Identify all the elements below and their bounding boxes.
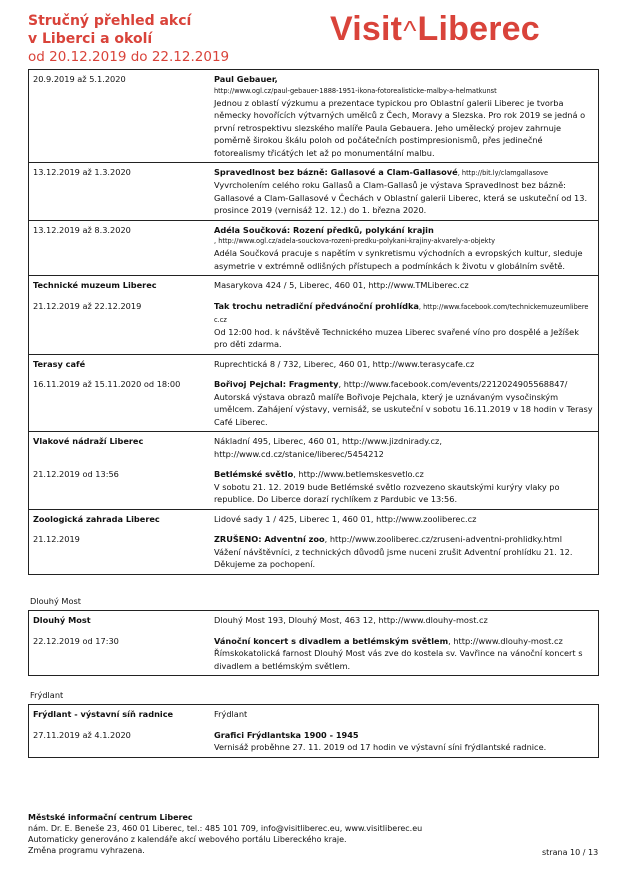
event-date: 16.11.2019 až 15.11.2020 od 18:00 <box>33 379 181 389</box>
venue-row <box>29 611 598 675</box>
events-table-liberec <box>28 69 599 575</box>
venue-row <box>29 275 598 354</box>
venue-name: Dlouhý Most <box>33 615 91 625</box>
event-link[interactable]: http://www.ogl.cz/paul-gebauer-1888-1951-ikona-fotorealisticke-malby-a-helmatkunst <box>214 86 497 95</box>
footer-org: Městské informační centrum Liberec <box>28 813 193 822</box>
footer-note: Automaticky generováno z kalendáře akcí webového portálu Libereckého kraje. <box>28 835 347 844</box>
event-description: Vernisáž proběhne 27. 11. 2019 od 17 hodin ve výstavní síni frýdlantské radnice. <box>214 742 547 752</box>
event-date: 20.9.2019 až 5.1.2020 <box>33 74 126 84</box>
event-description: Vážení návštěvníci, z technických důvodů jsme nuceni zrušit Adventní prohlídku 21. 12. Děkujeme za pochopení. <box>214 546 573 569</box>
venue-name: Terasy café <box>33 358 86 369</box>
section-label: Frýdlant <box>30 690 64 700</box>
venue-row <box>29 509 598 574</box>
event-description: Adéla Součková pracuje s napětím v synkretismu východních a evropských kultur, sleduje asymetrie v extrémně odlišných přístupech a podmínkách k životu v globálním světě. <box>214 248 583 271</box>
page-number: strana 10 / 13 <box>542 848 599 857</box>
footer-address: nám. Dr. E. Beneše 23, 460 01 Liberec, tel.: 485 101 709, info@visitliberec.eu, www.visitliberec.eu <box>28 824 423 833</box>
footer <box>28 812 422 856</box>
event-description: Od 12:00 hod. k návštěvě Technického muzea Liberec svařené víno pro dospělé a Ježíšek pro děti zdarma. <box>214 326 579 349</box>
event-date: 27.11.2019 až 4.1.2020 <box>33 729 131 740</box>
venue-name: Vlakové nádraží Liberec <box>33 436 144 446</box>
events-table-frydlant <box>28 704 599 758</box>
venue-address: Frýdlant <box>214 709 248 719</box>
title-line-1: Stručný přehled akcí <box>28 13 192 29</box>
event-title: Spravedlnost bez bázně: Gallasové a Clam-Gallasové <box>214 167 458 177</box>
venue-address: Lidové sady 1 / 425, Liberec 1, 460 01, http://www.zooliberec.cz <box>214 513 477 524</box>
event-title: Tak trochu netradiční předvánoční prohlídka <box>214 300 419 311</box>
event-link[interactable]: , http://www.facebook.com/events/2212024905568847/ <box>338 379 568 389</box>
table-row <box>29 70 598 162</box>
table-row <box>29 220 598 276</box>
venue-row <box>29 705 598 757</box>
event-link[interactable]: , http://bit.ly/clamgallasove <box>457 169 549 177</box>
event-date: 21.12.2019 <box>33 534 80 544</box>
venue-name: Zoologická zahrada Liberec <box>33 513 160 524</box>
event-date: 21.12.2019 od 13:56 <box>33 468 119 479</box>
event-date: 22.12.2019 od 17:30 <box>33 635 119 646</box>
event-description: Autorská výstava obrazů malíře Bořivoje Pejchala, který je uznávaným vysočinským umělcem. Zahájení výstavy, vernisáž, se uskuteční v sobotu 16.11.2019 v 18 hodin v Terasy Café Liberec. <box>214 391 593 427</box>
event-title: Grafici Frýdlantska 1900 - 1945 <box>214 729 359 740</box>
venue-address: Masarykova 424 / 5, Liberec, 460 01, http://www.TMLiberec.cz <box>214 280 469 290</box>
footer-note: Změna programu vyhrazena. <box>28 846 145 855</box>
page-title <box>28 12 229 66</box>
event-description: Vyvrcholením celého roku Gallasů a Clam-Gallasů je výstava Spravedlnost bez bázně: Gallasové a Clam-Gallasové v Čechách v Oblastní galerii Liberec, která se uskuteční od 13. prosince 2019 (vernisáž 12. 12.) do 1. března 2020. <box>214 180 588 215</box>
event-detail <box>210 163 598 220</box>
venue-address: Ruprechtická 8 / 732, Liberec, 460 01, http://www.terasycafe.cz <box>214 358 475 369</box>
table-row <box>29 162 598 220</box>
visit-liberec-logo: Visit^Liberec <box>330 10 540 48</box>
event-date: 13.12.2019 až 1.3.2020 <box>33 167 131 177</box>
event-description: Římskokatolická farnost Dlouhý Most vás zve do kostela sv. Vavřince na vánoční koncert s divadlem a betlémským světlem. <box>214 648 583 671</box>
date-range: od 20.12.2019 do 22.12.2019 <box>28 49 230 65</box>
event-title: Bořivoj Pejchal: Fragmenty <box>214 379 339 389</box>
events-table-dlouhy-most <box>28 610 599 676</box>
event-link[interactable]: , http://www.ogl.cz/adela-souckova-rozeni-predku-polykani-krajiny-akvarely-a-objekty <box>214 237 495 245</box>
event-description: V sobotu 21. 12. 2019 bude Betlémské světlo rozvezeno skautskými kurýry vlaky po republice. Do Liberce dorazí rychlíkem z Pardubic ve 13:56. <box>214 481 560 504</box>
event-title: Paul Gebauer, <box>214 74 278 84</box>
venue-row <box>29 354 598 432</box>
title-line-2: v Liberci a okolí <box>28 31 153 47</box>
event-title: ZRUŠENO: Adventní zoo <box>214 534 325 544</box>
section-label: Dlouhý Most <box>30 596 81 606</box>
event-title: Vánoční koncert s divadlem a betlémským světlem <box>214 635 449 646</box>
event-title: Adéla Součková: Rození předků, polykání krajin <box>214 224 434 235</box>
event-date: 21.12.2019 až 22.12.2019 <box>33 300 142 311</box>
venue-address: Nákladní 495, Liberec, 460 01, http://www.jizdnirady.cz, http://www.cd.cz/stanice/liberec/5454212 <box>214 436 442 459</box>
event-link[interactable]: , http://www.zooliberec.cz/zruseni-adventni-prohlidky.html <box>324 534 563 544</box>
event-link[interactable]: , http://www.dlouhy-most.cz <box>448 635 563 646</box>
venue-name: Technické muzeum Liberec <box>33 280 157 290</box>
event-title: Betlémské světlo <box>214 469 294 479</box>
event-description: Jednou z oblastí výzkumu a prezentace typickou pro Oblastní galerii Liberec je tvorba německy hovořících výtvarných umělců z Čech, Moravy a Slezska. Pro rok 2019 se jedná o první retrospektivu slezského malíře Paula Gebauera. Jeho umělecký projev zahrnuje poměrně širokou škálu poloh od počátečních postimpresionismů, přes jedinečné fotorealismy třicátých let až po monumentální malbu. <box>214 97 586 158</box>
venue-name: Frýdlant - výstavní síň radnice <box>33 709 174 719</box>
event-link[interactable]: , http://www.facebook.com/technickemuzeumliberec.cz <box>214 302 589 324</box>
event-detail <box>210 70 598 162</box>
venue-row <box>29 431 598 509</box>
venue-address: Dlouhý Most 193, Dlouhý Most, 463 12, http://www.dlouhy-most.cz <box>214 615 488 625</box>
event-link[interactable]: , http://www.betlemskesvetlo.cz <box>293 469 424 479</box>
event-detail <box>210 221 598 276</box>
event-date: 13.12.2019 až 8.3.2020 <box>33 224 131 235</box>
